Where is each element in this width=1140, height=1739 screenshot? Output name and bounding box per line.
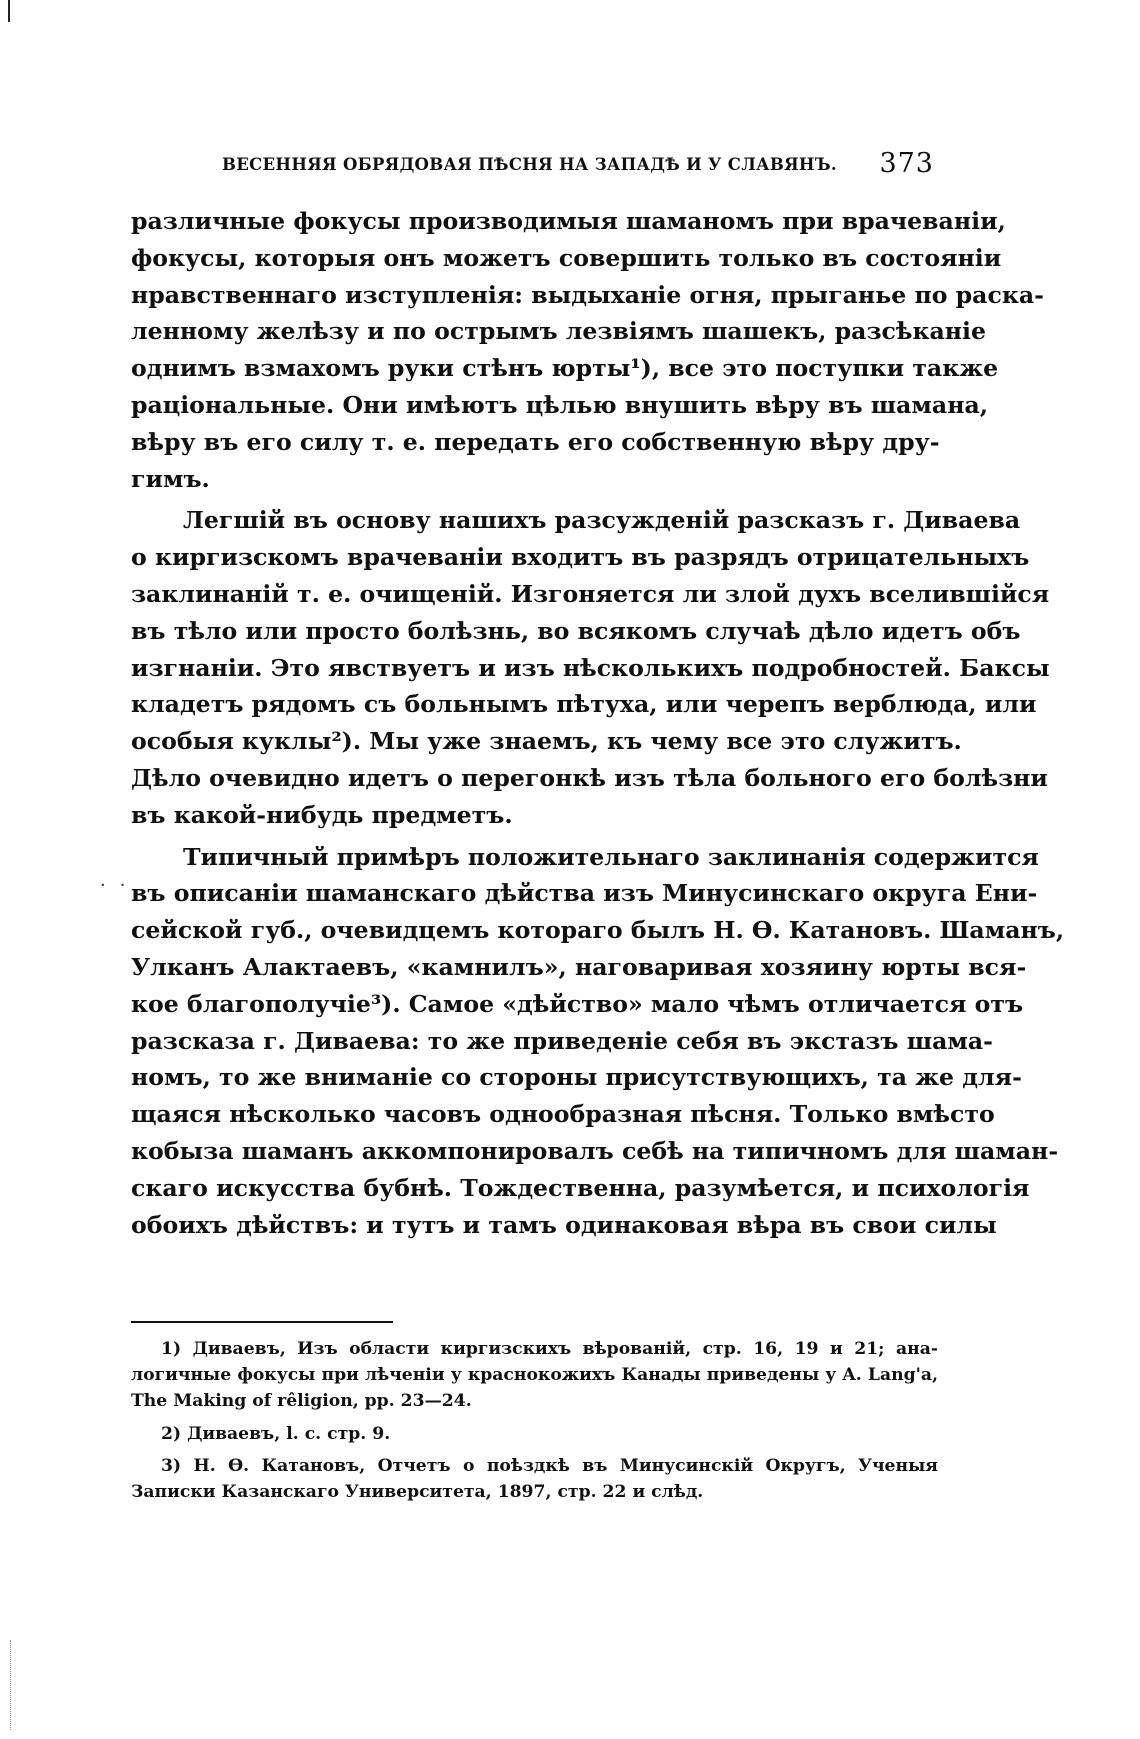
footnotes xyxy=(131,1336,938,1505)
text-line: въ какой-нибудь предметъ. xyxy=(131,800,513,829)
text-line: разсказа г. Диваева: то же приведеніе себя въ экстазъ шама- xyxy=(131,1026,993,1055)
text-line: заклинаній т. е. очищеній. Изгоняется ли злой духъ вселившійся xyxy=(131,579,1050,608)
text-line: въ тѣло или просто болѣзнь, во всякомъ случаѣ дѣло идетъ объ xyxy=(131,616,1021,645)
page-header xyxy=(222,148,934,184)
text-line: Улканъ Алактаевъ, «камнилъ», наговаривая хозяину юрты вся- xyxy=(131,952,1027,981)
text-line: скаго искусства бубнѣ. Тождественна, разумѣется, и психологія xyxy=(131,1173,1030,1202)
text-line: однимъ взмахомъ руки стѣнъ юрты¹), все это поступки также xyxy=(131,354,999,383)
text-line: нравственнаго изступленія: выдыханіе огня, прыганье по раска- xyxy=(131,280,1044,309)
footnote-line: The Making of rêligion, pp. 23—24. xyxy=(131,1391,472,1412)
text-line: вѣру въ его силу т. е. передать его собственную вѣру дру- xyxy=(131,427,940,456)
text-line: обоихъ дѣйствъ: и тутъ и тамъ одинаковая вѣра въ свои силы xyxy=(131,1210,997,1239)
footnote-line: логичные фокусы при лѣченіи у краснокожихъ Канады приведены у A. Lang'a, xyxy=(131,1365,938,1386)
text-line: Легшій въ основу нашихъ разсужденій разсказъ г. Диваева xyxy=(183,506,1021,535)
scan-edge-dots xyxy=(10,1640,11,1730)
footnote-line: 3) Н. Ѳ. Катановъ, Отчетъ о поѣздкѣ въ Минусинскій Округъ, Ученыя xyxy=(161,1455,938,1476)
footnote-divider xyxy=(131,1321,393,1323)
text-line: фокусы, которыя онъ можетъ совершить только въ состояніи xyxy=(131,243,1002,272)
text-line: номъ, то же вниманіе со стороны присутствующихъ, та же для- xyxy=(131,1063,1022,1092)
footnote-line: Записки Казанскаго Университета, 1897, стр. 22 и слѣд. xyxy=(131,1481,704,1502)
footnote-line: 1) Диваевъ, Изъ области киргизскихъ вѣрованій, стр. 16, 19 и 21; ана- xyxy=(161,1339,938,1359)
text-line: особыя куклы²). Мы уже знаемъ, къ чему все это служитъ. xyxy=(131,727,962,756)
text-line: кое благополучіе³). Самое «дѣйство» мало чѣмъ отличается отъ xyxy=(131,989,1024,1018)
text-line: Дѣло очевидно идетъ о перегонкѣ изъ тѣла больного его болѣзни xyxy=(131,763,1048,792)
text-line: раціональные. Они имѣютъ цѣлью внушить вѣру въ шамана, xyxy=(131,390,988,419)
text-line: ленному желѣзу и по острымъ лезвіямъ шашекъ, разсѣканіе xyxy=(131,317,987,346)
footnote-line: 2) Диваевъ, l. c. стр. 9. xyxy=(161,1423,391,1444)
text-line: кладетъ рядомъ съ больнымъ пѣтуха, или черепъ верблюда, или xyxy=(131,690,1037,719)
scan-edge-mark xyxy=(8,0,14,22)
text-line: Типичный примѣръ положительнаго заклинанія содержится xyxy=(183,842,1039,871)
text-line: сейской губ., очевидцемъ котораго былъ Н. Ѳ. Катановъ. Шаманъ, xyxy=(131,916,1065,945)
running-title: ВЕСЕННЯЯ ОБРЯДОВАЯ ПѢСНЯ НА ЗАПАДѢ И У СЛАВЯНЪ. xyxy=(222,155,837,174)
text-line: кобыза шаманъ аккомпонировалъ себѣ на типичномъ для шаман- xyxy=(131,1136,1059,1165)
text-line: щаяся нѣсколько часовъ однообразная пѣсня. Только вмѣсто xyxy=(131,1100,995,1129)
page-number: 373 xyxy=(879,148,934,179)
text-line: изгнаніи. Это явствуетъ и изъ нѣсколькихъ подробностей. Баксы xyxy=(131,653,1050,682)
body-text xyxy=(131,203,1065,1243)
text-line: о киргизскомъ врачеваніи входитъ въ разрядъ отрицательныхъ xyxy=(131,543,1030,572)
margin-dots: ·· xyxy=(100,875,140,896)
text-line: гимъ. xyxy=(131,464,210,493)
text-line: въ описаніи шаманскаго дѣйства изъ Минусинскаго округа Ени- xyxy=(131,879,1038,908)
text-line: различные фокусы производимыя шаманомъ при врачеваніи, xyxy=(131,207,1006,235)
